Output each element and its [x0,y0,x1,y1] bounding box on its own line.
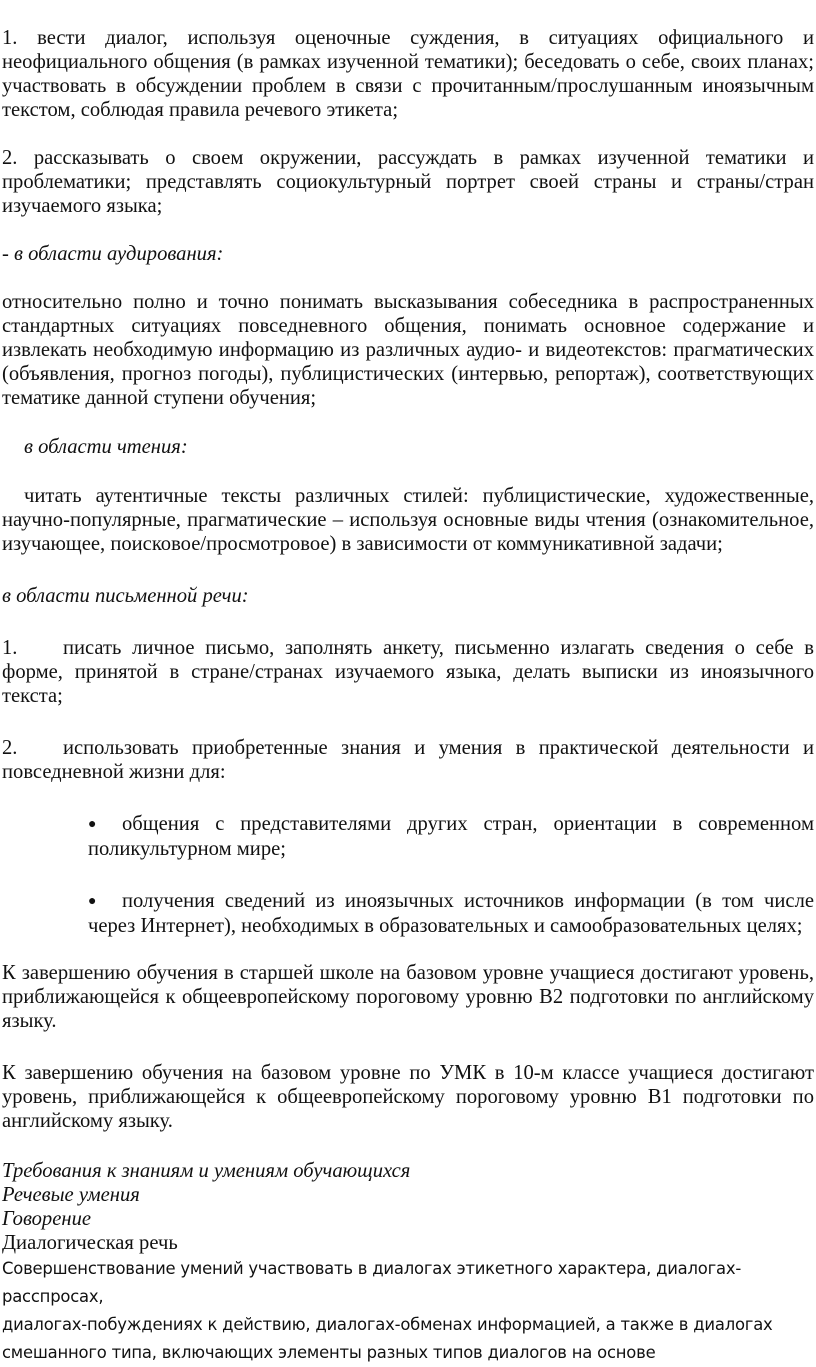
writing-item-number: 2. [2,737,18,759]
bullet-dot-icon: ● [88,817,97,832]
bullet-text: получения сведений из иноязычных источников информации (в том числе через Интернет), необходимых в образовательных и самообразовательных целях; [88,890,814,937]
bullet-item-2 [88,889,814,938]
reading-heading: в области чтения: [24,436,188,458]
dialogue-description-line: смешанного типа, включающих элементы разных типов диалогов на основе [2,1343,656,1362]
paragraph-dialogue-skills: 1. вести диалог, используя оценочные суждения, в ситуациях официального и неофициального общения (в рамках изученной тематики); беседовать о себе, своих планах; участвовать в обсуждении проблем в связи с прочитанным/прослушанным иноязычным текстом, соблюдая правила речевого этикета; [2,27,814,121]
dialogue-description-line: Совершенствование умений участвовать в диалогах этикетного характера, диалогах-расспросах, [2,1259,742,1306]
speaking-heading: Говорение [2,1208,92,1230]
paragraph-listening: относительно полно и точно понимать высказывания собеседника в распространенных стандартных ситуациях повседневного общения, понимать основное содержание и извлекать необходимую информацию из различных аудио- и видеотекстов: прагматических (объявления, прогноз погоды), публицистических (интервью, репортаж), соответствующих тематике данной ступени обучения; [2,291,814,409]
document-page [2,26,814,1367]
paragraph-level-b1: К завершению обучения на базовом уровне по УМК в 10-м классе учащиеся достигают уровень, приближающейся к общеевропейскому пороговому уровню В1 подготовки по английскому языку. [2,1062,814,1132]
bullet-text: общения с представителями других стран, ориентации в современном поликультурном мире; [88,813,814,860]
writing-item-2 [2,736,814,784]
listening-heading: - в области аудирования: [2,243,224,265]
dialogue-heading: Диалогическая речь [2,1232,178,1254]
bullet-dot-icon: ● [88,894,97,909]
requirements-heading: Требования к знаниям и умениям обучающихся [2,1160,411,1182]
writing-item-text: писать личное письмо, заполнять анкету, письменно излагать сведения о себе в форме, принятой в стране/странах изучаемого языка, делать выписки из иноязычного текста; [2,637,814,707]
speech-skills-heading: Речевые умения [2,1184,140,1206]
dialogue-description-line: диалогах-побуждениях к действию, диалогах-обменах информацией, а также в диалогах [2,1315,773,1334]
writing-heading: в области письменной речи: [2,585,249,607]
paragraph-level-b2: К завершению обучения в старшей школе на базовом уровне учащиеся достигают уровень, приближающейся к общеевропейскому пороговому уровню В2 подготовки по английскому языку. [2,962,814,1032]
writing-item-1 [2,636,814,708]
dialogue-description [2,1255,814,1367]
paragraph-reading: читать аутентичные тексты различных стилей: публицистические, художественные, научно-популярные, прагматические – используя основные виды чтения (ознакомительное, изучающее, поисковое/просмотровое) в зависимости от коммуникативной задачи; [2,485,814,555]
writing-item-text: использовать приобретенные знания и умения в практической деятельности и повседневной жизни для: [2,737,814,783]
paragraph-monologue-skills: 2. рассказывать о своем окружении, рассуждать в рамках изученной тематики и проблематики; представлять социокультурный портрет своей страны и страны/стран изучаемого языка; [2,147,814,217]
bullet-item-1 [88,812,814,861]
writing-item-number: 1. [2,637,18,659]
